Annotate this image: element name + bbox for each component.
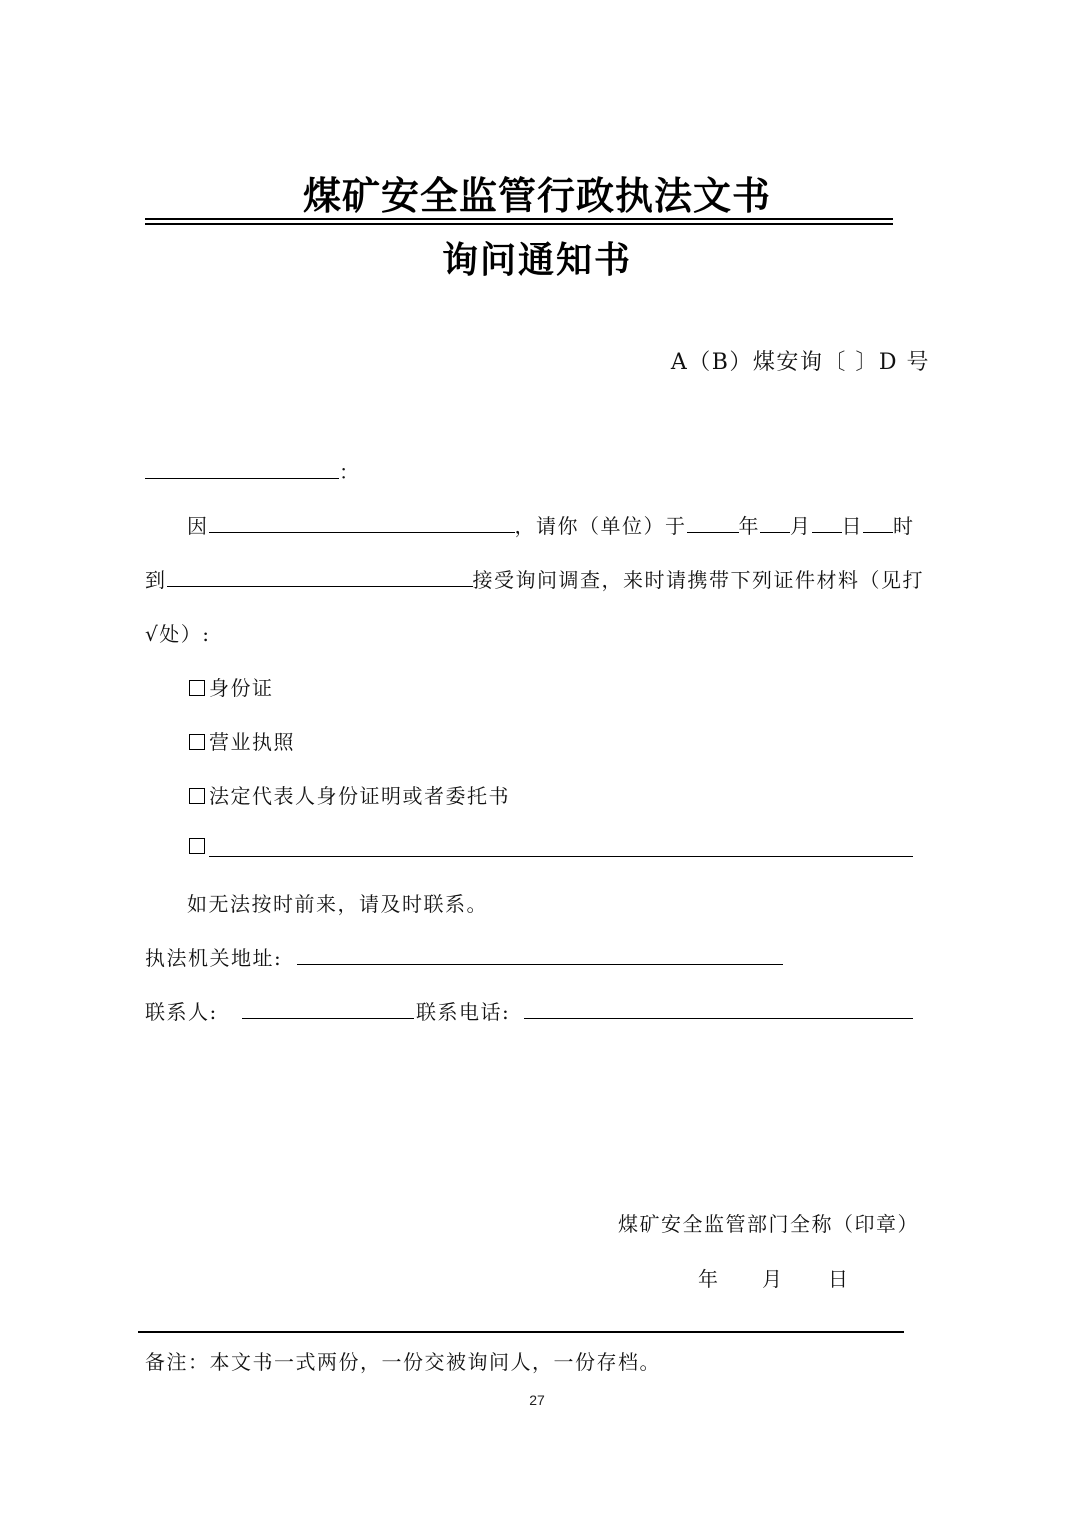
signature-year: 年 [698, 1267, 720, 1291]
contact-label: 联系人: [145, 1000, 218, 1024]
body-line-1 [187, 510, 915, 539]
address-label: 执法机关地址: [145, 946, 283, 970]
checklist-item [189, 780, 510, 809]
checkbox[interactable] [189, 734, 205, 750]
signature-day: 日 [828, 1267, 850, 1291]
contact-notice: 如无法按时前来，请及时联系。 [187, 892, 488, 916]
checklist-label: 营业执照 [209, 730, 295, 754]
recipient-blank [145, 456, 339, 479]
phone-blank [524, 1018, 913, 1019]
instruction-text: 接受询问调查，来时请携带下列证件材料（见打 [472, 568, 924, 592]
year-label: 年 [738, 514, 760, 538]
checklist-item [189, 672, 274, 701]
footer-rule [138, 1331, 904, 1333]
day-label: 日 [841, 514, 863, 538]
hour-blank [863, 510, 893, 533]
title-rule-bottom [145, 223, 893, 225]
footnote: 备注：本文书一式两份，一份交被询问人，一份存档。 [145, 1350, 661, 1374]
page-number: 27 [529, 1392, 545, 1408]
checklist-item-other [189, 834, 209, 858]
because-label: 因 [187, 514, 209, 538]
checkbox[interactable] [189, 838, 205, 854]
issuing-organization: 煤矿安全监管部门全称（印章） [618, 1212, 919, 1236]
day-blank [812, 510, 842, 533]
month-blank [760, 510, 790, 533]
signature-month: 月 [762, 1267, 784, 1291]
checklist-label: 法定代表人身份证明或者委托书 [209, 784, 510, 808]
please-text: ，请你（单位）于 [514, 514, 687, 538]
body-line-3: √处）: [145, 622, 211, 646]
to-label: 到 [145, 568, 167, 592]
title-rule-top [145, 218, 893, 220]
document-subtitle: 询问通知书 [441, 240, 632, 281]
document-title: 煤矿安全监管行政执法文书 [302, 174, 771, 218]
location-blank [167, 564, 473, 587]
body-line-2 [145, 564, 924, 593]
year-blank [687, 510, 739, 533]
phone-label: 联系电话: [416, 1000, 511, 1024]
reason-blank [209, 510, 515, 533]
recipient-line [145, 456, 361, 485]
other-item-blank [209, 856, 913, 857]
contact-blank [242, 1018, 414, 1019]
checkbox[interactable] [189, 788, 205, 804]
recipient-colon: ： [339, 460, 361, 484]
document-number: A（B）煤安询〔 〕D 号 [670, 350, 930, 375]
address-blank [297, 964, 783, 965]
checklist-label: 身份证 [209, 676, 274, 700]
month-label: 月 [790, 514, 812, 538]
hour-label: 时 [893, 514, 915, 538]
checklist-item [189, 726, 295, 755]
checkbox[interactable] [189, 680, 205, 696]
